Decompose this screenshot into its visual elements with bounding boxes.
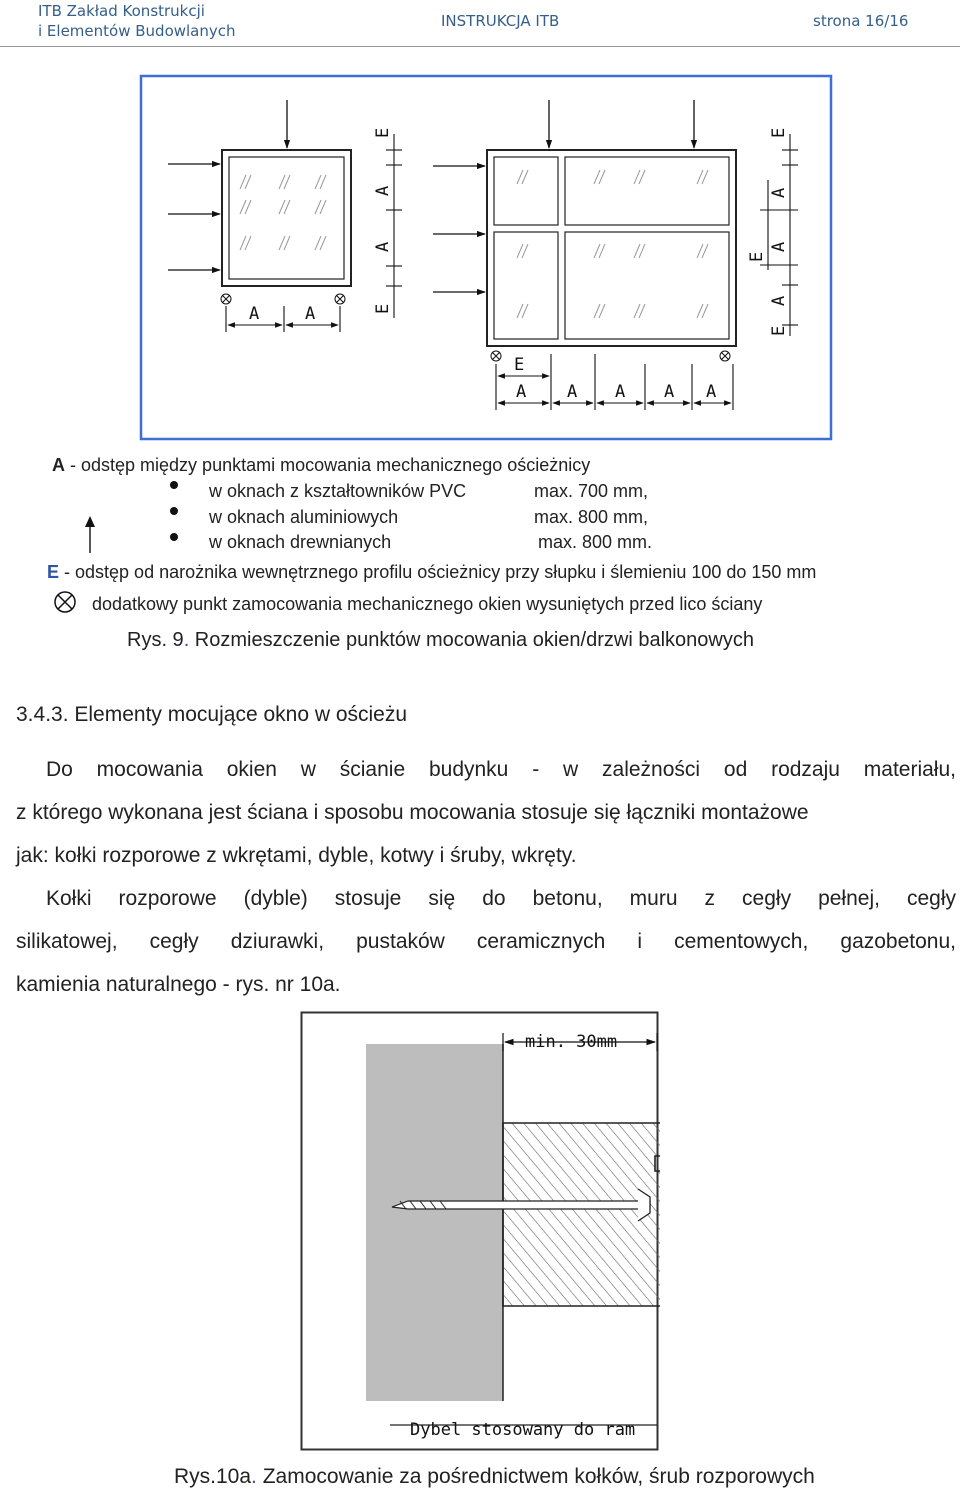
dim-label-e: E bbox=[769, 325, 789, 336]
window-2-fixing-arrows bbox=[433, 100, 694, 292]
bullet bbox=[170, 481, 178, 489]
dim-label-a: A bbox=[615, 382, 626, 402]
legend-a-description: - odstęp między punktami mocowania mechanicznego ościeżnicy bbox=[65, 455, 591, 475]
legend-e-line bbox=[47, 562, 816, 583]
figure-9-window-fixing-diagram bbox=[0, 0, 960, 460]
legend-item-value: max. 700 mm, bbox=[534, 481, 649, 501]
figure-10a-caption: Rys.10a. Zamocowanie za pośrednictwem kołków, śrub rozporowych bbox=[174, 1465, 815, 1488]
wall-section bbox=[366, 1044, 503, 1401]
legend-item-label: w oknach z kształtowników PVC bbox=[209, 481, 467, 501]
window-frame-profile bbox=[503, 1123, 660, 1306]
dim-label-a: A bbox=[249, 304, 260, 324]
header-page-number: strona 16/16 bbox=[813, 12, 909, 30]
window-single bbox=[222, 150, 351, 286]
legend-a-line bbox=[52, 455, 590, 476]
paragraph-1-line-3: jak: kołki rozporowe z wkrętami, dyble, kotwy i śruby, wkręty. bbox=[16, 844, 577, 867]
dim-label-a: A bbox=[769, 187, 789, 198]
window-1-fixing-arrows bbox=[168, 100, 287, 270]
arrow-up-icon bbox=[85, 515, 95, 553]
window-1-right-dims bbox=[386, 134, 402, 318]
window-multi-pane bbox=[487, 150, 736, 346]
header-org-line1: ITB Zakład Konstrukcji bbox=[38, 2, 205, 20]
legend-item-value: max. 800 mm. bbox=[538, 532, 653, 552]
dowel-label: Dybel stosowany do ram bbox=[410, 1420, 636, 1440]
paragraph-2-line-2: silikatowej, cegły dziurawki, pustaków ceramicznych i cementowych, gazobetonu, bbox=[16, 930, 956, 953]
section-heading: 3.4.3. Elementy mocujące okno w ościeżu bbox=[16, 703, 408, 726]
legend-extra-description: dodatkowy punkt zamocowania mechanicznego okien wysuniętych przed lico ściany bbox=[92, 594, 763, 614]
dim-label-e: E bbox=[769, 127, 789, 138]
dim-label-a: A bbox=[706, 382, 717, 402]
figure-10a-dowel-diagram bbox=[300, 1011, 660, 1451]
legend-item-label: w oknach drewnianych bbox=[209, 532, 392, 552]
legend-item-label: w oknach aluminiowych bbox=[209, 507, 399, 527]
dim-label-e: E bbox=[373, 303, 393, 314]
legend-e-key: E bbox=[47, 562, 60, 582]
paragraph-1-line-2: z którego wykonana jest ściana i sposobu mocowania stosuje się łączniki montażowe bbox=[16, 801, 809, 824]
dim-label-a: A bbox=[516, 382, 527, 402]
window-1-optional-points bbox=[221, 294, 345, 304]
legend-a-key: A bbox=[52, 455, 65, 475]
window-1-bottom-dims bbox=[226, 306, 340, 332]
dim-label-a: A bbox=[567, 382, 578, 402]
paragraph-1-line-1: Do mocowania okien w ścianie budynku - w zależności od rodzaju materiału, bbox=[46, 758, 956, 781]
dim-label-e: E bbox=[514, 355, 525, 375]
dim-label-e: E bbox=[373, 127, 393, 138]
min-distance-label: min. 30mm bbox=[525, 1032, 618, 1052]
dim-label-a: A bbox=[373, 185, 393, 196]
header-doc-title: INSTRUKCJA ITB bbox=[441, 12, 560, 30]
dim-label-a: A bbox=[664, 382, 675, 402]
dim-label-a: A bbox=[305, 304, 316, 324]
dim-label-a: A bbox=[373, 241, 393, 252]
bullet bbox=[170, 533, 178, 541]
header-org-line2: i Elementów Budowlanych bbox=[38, 22, 236, 40]
dim-label-a: A bbox=[769, 241, 789, 252]
paragraph-2-line-3: kamienia naturalnego - rys. nr 10a. bbox=[16, 973, 341, 996]
extra-fixing-point-icon bbox=[53, 590, 77, 614]
figure-9-caption: Rys. 9. Rozmieszczenie punktów mocowania okien/drzwi balkonowych bbox=[127, 629, 754, 651]
bullet bbox=[170, 507, 178, 515]
legend-e-description: - odstęp od narożnika wewnętrznego profilu ościeżnicy przy słupku i ślemieniu 100 do 150 mm bbox=[59, 562, 817, 582]
paragraph-2-line-1: Kołki rozporowe (dyble) stosuje się do betonu, muru z cegły pełnej, cegły bbox=[46, 887, 956, 910]
window-2-optional-points bbox=[491, 351, 730, 361]
dim-label-a: A bbox=[769, 295, 789, 306]
legend-item-value: max. 800 mm, bbox=[534, 507, 649, 527]
dim-label-e: E bbox=[747, 251, 767, 262]
